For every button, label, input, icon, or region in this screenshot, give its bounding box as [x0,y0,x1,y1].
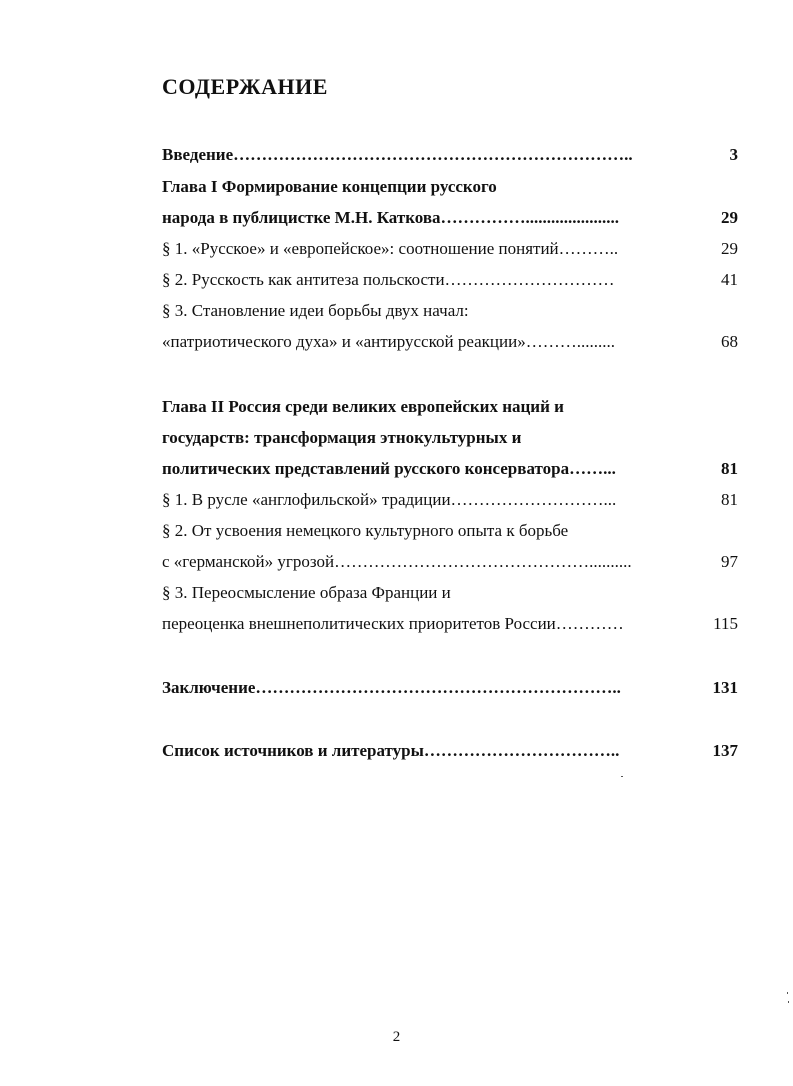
toc-entry-chapter2-line1: Глава II Россия среди великих европейских наций и [162,397,564,416]
toc-entry-chapter1-line1: Глава I Формирование концепции русского [162,177,497,196]
toc-entry-ch2-section1: § 1. В русле «англофильской» традиции………………………... [162,490,617,509]
toc-entry-ch2-section3-line2: переоценка внешнеполитических приоритетов России………… [162,614,624,633]
toc-page-ch2-section1: 81 [721,490,738,509]
toc-entry-ch2-section2-line2: с «германской» угрозой……………………………………….......... [162,552,632,571]
toc-page-ch2-section3: 115 [713,614,738,633]
toc-page-chapter1: 29 [721,208,738,227]
toc-page-bibliography: 137 [712,741,738,760]
toc-entry-ch2-section3-line1: § 3. Переосмысление образа Франции и [162,583,451,602]
toc-page-ch1-section3: 68 [721,332,738,351]
toc-page-ch1-section2: 41 [721,270,738,289]
toc-page-chapter2: 81 [721,459,738,478]
toc-entry-ch2-section2-line1: § 2. От усвоения немецкого культурного опыта к борьбе [162,521,569,540]
scan-speck [788,1001,789,1003]
toc-entry-conclusion: Заключение……………………………………………………….. [162,678,621,697]
scan-speck [787,992,788,994]
toc-entry-introduction: Введение…………………………………………………………….. [162,145,633,164]
toc-entry-chapter2-line3: политических представлений русского консерватора……... [162,459,616,478]
scan-speck [621,776,623,777]
toc-entry-ch1-section1: § 1. «Русское» и «европейское»: соотношение понятий……….. [162,239,619,258]
page-number: 2 [392,1029,401,1045]
toc-page-ch1-section1: 29 [721,239,738,258]
toc-page-ch2-section2: 97 [721,552,738,571]
toc-entry-chapter1-line2: народа в публицистке М.Н. Каткова……………...................... [162,208,620,227]
toc-entry-bibliography: Список источников и литературы…………………………….. [162,741,620,760]
toc-heading: СОДЕРЖАНИЕ [162,74,328,99]
toc-entry-chapter2-line2: государств: трансформация этнокультурных и [162,428,522,447]
toc-page-conclusion: 131 [712,678,738,697]
toc-page-introduction: 3 [729,145,738,164]
toc-entry-ch1-section3-line1: § 3. Становление идеи борьбы двух начал: [162,301,469,320]
toc-entry-ch1-section3-line2: «патриотического духа» и «антирусской реакции»………......... [162,332,615,351]
toc-entry-ch1-section2: § 2. Русскость как антитеза польскости………………………… [162,270,615,289]
